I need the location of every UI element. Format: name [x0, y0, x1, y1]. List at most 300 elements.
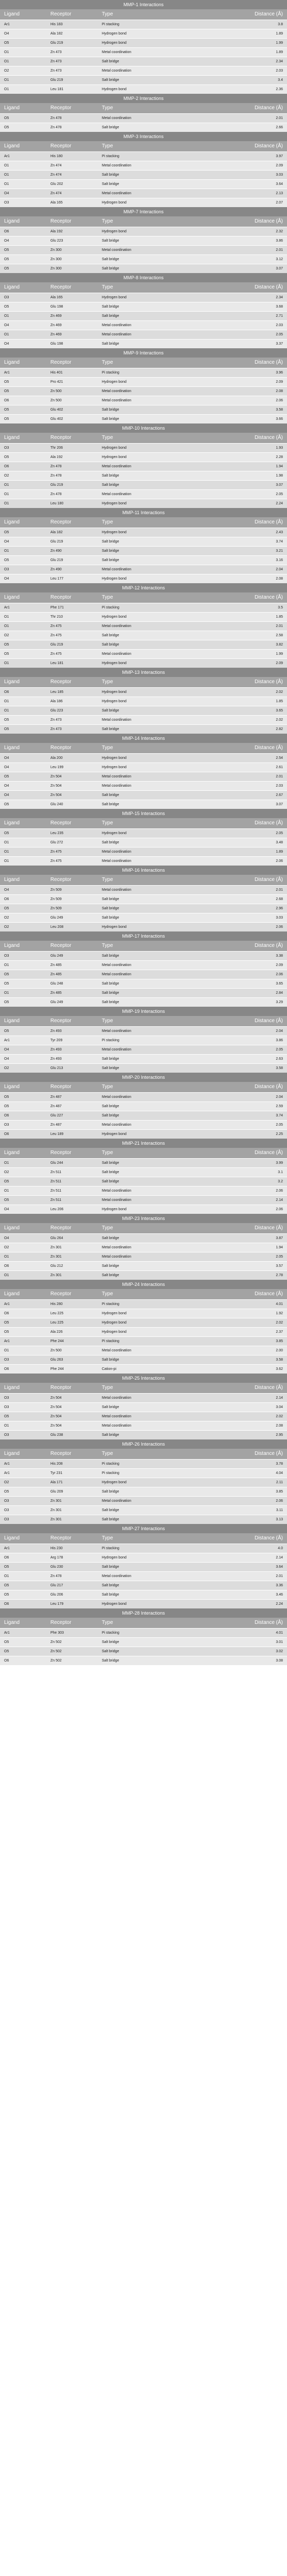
table-cell: 2.02	[276, 718, 283, 722]
table-cell: Ala 186	[50, 700, 63, 703]
table-row	[0, 922, 287, 931]
table-header-row	[0, 1016, 287, 1026]
column-header: Receptor	[50, 745, 71, 751]
table-cell: Hydrogen bond	[102, 577, 127, 581]
table-body	[0, 368, 287, 423]
table-row	[0, 574, 287, 583]
table-cell: 3.74	[276, 540, 283, 544]
table-cell: Glu 249	[50, 954, 63, 958]
table-cell: Leu 208	[50, 925, 64, 929]
table-cell: Tyr 209	[50, 1039, 63, 1042]
table-cell: 1.85	[276, 700, 283, 703]
table-cell: Metal coordination	[102, 784, 132, 788]
table-cell: O4	[4, 540, 9, 544]
table-cell: O6	[4, 1367, 9, 1371]
table-cell: Glu 198	[50, 305, 63, 309]
column-header: Distance (Å)	[254, 1291, 283, 1297]
table-cell: O5	[4, 973, 9, 976]
table-cell: Salt bridge	[102, 126, 119, 129]
table-cell: Salt bridge	[102, 709, 119, 713]
column-header: Receptor	[50, 1018, 71, 1024]
table-cell: Zn 301	[50, 1509, 62, 1512]
column-header: Distance (Å)	[254, 745, 283, 751]
table-cell: Zn 485	[50, 973, 62, 976]
table-row	[0, 612, 287, 621]
table-cell: O4	[4, 1048, 9, 1052]
table-cell: Hydrogen bond	[102, 296, 127, 299]
table-header-row	[0, 1533, 287, 1544]
table-cell: O1	[4, 1189, 9, 1193]
table-cell: Zn 478	[50, 116, 62, 120]
table-cell: O1	[4, 615, 9, 619]
column-header: Type	[102, 218, 113, 224]
table-row	[0, 151, 287, 161]
table-row	[0, 47, 287, 57]
table-cell: O3	[4, 1509, 9, 1512]
table-cell: 1.85	[276, 615, 283, 619]
table-cell: Zn 493	[50, 1048, 62, 1052]
table-cell: Hydrogen bond	[102, 615, 127, 619]
table-cell: O6	[4, 1556, 9, 1560]
column-header: Receptor	[50, 1291, 71, 1297]
table-cell: Zn 301	[50, 1518, 62, 1521]
table-cell: Zn 301	[50, 1255, 62, 1259]
table-cell: Zn 490	[50, 568, 62, 571]
column-header: Distance (Å)	[254, 1018, 283, 1024]
table-row	[0, 386, 287, 396]
table-cell: O1	[4, 78, 9, 82]
column-header: Ligand	[4, 1620, 20, 1625]
table-cell: Phe 244	[50, 1367, 64, 1371]
table-body	[0, 227, 287, 273]
column-header: Ligand	[4, 360, 20, 365]
table-cell: Pi stacking	[102, 155, 119, 158]
table-cell: Zn 300	[50, 258, 62, 261]
table-cell: Salt bridge	[102, 1114, 119, 1117]
table-cell: Phe 244	[50, 1340, 64, 1343]
table-row	[0, 1036, 287, 1045]
table-cell: O1	[4, 859, 9, 863]
table-row	[0, 75, 287, 84]
table-cell: Zn 473	[50, 727, 62, 731]
table-cell: Glu 219	[50, 643, 63, 647]
table-cell: O5	[4, 258, 9, 261]
table-cell: Hydrogen bond	[102, 502, 127, 505]
interaction-table	[0, 508, 287, 583]
table-cell: 2.08	[276, 1424, 283, 1428]
table-cell: Salt bridge	[102, 474, 119, 478]
table-cell: Metal coordination	[102, 1396, 132, 1400]
table-cell: 2.96	[276, 907, 283, 910]
table-cell: 3.64	[276, 182, 283, 186]
table-row	[0, 565, 287, 574]
table-cell: Pi stacking	[102, 23, 119, 26]
table-cell: O6	[4, 1114, 9, 1117]
table-cell: Metal coordination	[102, 1415, 132, 1418]
table-row	[0, 499, 287, 508]
table-body	[0, 20, 287, 94]
column-header: Distance (Å)	[254, 519, 283, 525]
table-cell: 3.07	[276, 267, 283, 270]
table-row	[0, 1101, 287, 1111]
table-cell: O1	[4, 493, 9, 496]
table-cell: 2.84	[276, 991, 283, 995]
column-header: Type	[102, 105, 113, 111]
table-cell: O5	[4, 718, 9, 722]
table-cell: Zn 478	[50, 1574, 62, 1578]
column-header: Distance (Å)	[254, 1150, 283, 1156]
table-cell: 3.5	[278, 606, 283, 609]
table-cell: O1	[4, 502, 9, 505]
table-cell: O5	[4, 907, 9, 910]
table-cell: O5	[4, 531, 9, 534]
table-cell: O5	[4, 643, 9, 647]
table-cell: 3.97	[276, 155, 283, 158]
table-body	[0, 1233, 287, 1280]
column-header: Receptor	[50, 519, 71, 525]
table-body	[0, 293, 287, 348]
table-cell: Zn 500	[50, 389, 62, 393]
column-header: Type	[102, 1225, 113, 1231]
table-cell: Salt bridge	[102, 1057, 119, 1061]
table-row	[0, 1186, 287, 1195]
table-row	[0, 847, 287, 856]
table-cell: Zn 504	[50, 793, 62, 797]
table-header-row	[0, 282, 287, 293]
table-cell: Salt bridge	[102, 549, 119, 553]
table-cell: Glu 223	[50, 239, 63, 243]
table-cell: O4	[4, 239, 9, 243]
table-cell: 2.02	[276, 1321, 283, 1325]
table-cell: Ar1	[4, 1547, 10, 1550]
table-cell: O4	[4, 342, 9, 346]
column-header: Distance (Å)	[254, 1535, 283, 1541]
interaction-table	[0, 1139, 287, 1214]
table-cell: Pro 421	[50, 380, 63, 384]
table-cell: Salt bridge	[102, 1358, 119, 1362]
table-cell: O5	[4, 417, 9, 421]
table-cell: O4	[4, 324, 9, 327]
table-body	[0, 1299, 287, 1374]
table-header-row	[0, 818, 287, 828]
table-cell: 2.04	[276, 568, 283, 571]
table-cell: Zn 478	[50, 126, 62, 129]
table-cell: Metal coordination	[102, 1349, 132, 1352]
table-cell: 2.04	[276, 1095, 283, 1099]
table-cell: His 280	[50, 1302, 63, 1306]
table-cell: O5	[4, 832, 9, 835]
table-cell: 2.61	[276, 766, 283, 769]
table-cell: Metal coordination	[102, 324, 132, 327]
table-cell: Zn 475	[50, 652, 62, 656]
table-cell: 2.05	[276, 1123, 283, 1127]
table-cell: Zn 474	[50, 173, 62, 177]
table-cell: 1.93	[276, 446, 283, 450]
table-cell: Zn 300	[50, 248, 62, 252]
table-row	[0, 706, 287, 715]
table-cell: Glu 206	[50, 1593, 63, 1597]
table-cell: O1	[4, 314, 9, 318]
table-cell: Glu 230	[50, 1565, 63, 1569]
table-row	[0, 1336, 287, 1346]
table-cell: Thr 210	[50, 615, 63, 619]
table-cell: Ar1	[4, 23, 10, 26]
table-cell: 2.05	[276, 333, 283, 336]
table-title: MMP-17 Interactions	[0, 931, 287, 941]
table-cell: O4	[4, 192, 9, 195]
table-cell: O4	[4, 766, 9, 769]
table-title: MMP-26 Interactions	[0, 1439, 287, 1449]
table-cell: 3.87	[276, 1236, 283, 1240]
table-cell: Pi stacking	[102, 1340, 119, 1343]
table-cell: Zn 487	[50, 1105, 62, 1108]
column-header: Ligand	[4, 1451, 20, 1456]
table-header-row	[0, 103, 287, 113]
table-cell: 2.09	[276, 380, 283, 384]
table-cell: Hydrogen bond	[102, 700, 127, 703]
table-cell: Hydrogen bond	[102, 756, 127, 760]
table-cell: 3.16	[276, 558, 283, 562]
column-header: Type	[102, 877, 113, 883]
table-cell: O1	[4, 164, 9, 167]
table-cell: Metal coordination	[102, 1246, 132, 1249]
table-cell: 3.37	[276, 342, 283, 346]
table-cell: O2	[4, 916, 9, 920]
table-cell: Ala 182	[50, 531, 63, 534]
table-cell: Salt bridge	[102, 954, 119, 958]
table-cell: O3	[4, 1499, 9, 1503]
table-row	[0, 293, 287, 302]
table-cell: Zn 473	[50, 718, 62, 722]
table-cell: Zn 474	[50, 164, 62, 167]
table-cell: Glu 249	[50, 1001, 63, 1004]
table-cell: O5	[4, 982, 9, 986]
table-cell: Pi stacking	[102, 1039, 119, 1042]
table-cell: 2.24	[276, 502, 283, 505]
table-row	[0, 1571, 287, 1581]
table-cell: 2.06	[276, 399, 283, 402]
table-cell: Zn 504	[50, 784, 62, 788]
table-cell: Zn 511	[50, 1171, 62, 1174]
table-cell: O5	[4, 803, 9, 806]
column-header: Type	[102, 1385, 113, 1391]
table-cell: O1	[4, 850, 9, 854]
table-cell: 2.01	[276, 1574, 283, 1578]
table-cell: Salt bridge	[102, 897, 119, 901]
table-row	[0, 1063, 287, 1073]
table-cell: O5	[4, 267, 9, 270]
table-cell: Salt bridge	[102, 1650, 119, 1653]
table-cell: 3.07	[276, 483, 283, 487]
column-header: Type	[102, 1150, 113, 1156]
table-cell: O5	[4, 408, 9, 412]
table-title: MMP-21 Interactions	[0, 1139, 287, 1148]
table-cell: Salt bridge	[102, 417, 119, 421]
interaction-table	[0, 583, 287, 668]
table-row	[0, 1364, 287, 1374]
table-cell: Metal coordination	[102, 1255, 132, 1259]
table-cell: Glu 219	[50, 41, 63, 45]
table-cell: O6	[4, 690, 9, 694]
table-cell: O5	[4, 1095, 9, 1099]
table-row	[0, 1468, 287, 1478]
table-cell: Ala 165	[50, 201, 63, 205]
table-row	[0, 960, 287, 970]
table-cell: Salt bridge	[102, 267, 119, 270]
table-cell: O3	[4, 1518, 9, 1521]
table-cell: Salt bridge	[102, 1584, 119, 1587]
table-cell: O5	[4, 455, 9, 459]
table-cell: O5	[4, 558, 9, 562]
table-cell: Ala 182	[50, 32, 63, 36]
column-header: Ligand	[4, 105, 20, 111]
table-cell: O1	[4, 1255, 9, 1259]
table-row	[0, 1233, 287, 1243]
column-header: Type	[102, 11, 113, 17]
table-cell: Glu 198	[50, 342, 63, 346]
table-cell: Ar1	[4, 1039, 10, 1042]
table-cell: 2.05	[276, 1048, 283, 1052]
column-header: Type	[102, 1535, 113, 1541]
table-cell: 3.58	[276, 1358, 283, 1362]
table-cell: 2.14	[276, 1396, 283, 1400]
table-row	[0, 856, 287, 866]
table-cell: O2	[4, 1481, 9, 1484]
table-row	[0, 1195, 287, 1205]
table-body	[0, 1544, 287, 1608]
table-title: MMP-3 Interactions	[0, 132, 287, 141]
table-cell: 3.57	[276, 1264, 283, 1268]
column-header: Type	[102, 1620, 113, 1625]
table-row	[0, 452, 287, 462]
table-cell: 3.62	[276, 1367, 283, 1371]
table-cell: O6	[4, 1659, 9, 1663]
table-cell: Zn 485	[50, 963, 62, 967]
table-cell: Salt bridge	[102, 258, 119, 261]
table-cell: Glu 202	[50, 182, 63, 186]
table-cell: O1	[4, 483, 9, 487]
table-cell: O6	[4, 1132, 9, 1136]
table-row	[0, 227, 287, 236]
table-row	[0, 368, 287, 377]
interaction-table	[0, 866, 287, 931]
table-cell: Salt bridge	[102, 342, 119, 346]
table-cell: Zn 469	[50, 324, 62, 327]
table-row	[0, 894, 287, 904]
table-cell: O3	[4, 568, 9, 571]
table-cell: Salt bridge	[102, 78, 119, 82]
table-cell: 3.03	[276, 916, 283, 920]
table-cell: His 180	[50, 155, 63, 158]
table-cell: O6	[4, 230, 9, 233]
table-row	[0, 1637, 287, 1647]
table-cell: O5	[4, 1330, 9, 1334]
table-cell: O1	[4, 1161, 9, 1165]
column-header: Receptor	[50, 360, 71, 365]
table-cell: O3	[4, 296, 9, 299]
column-header: Type	[102, 143, 113, 149]
table-row	[0, 1505, 287, 1515]
table-row	[0, 57, 287, 66]
table-cell: 2.68	[276, 897, 283, 901]
table-cell: O4	[4, 1057, 9, 1061]
table-cell: 3.07	[276, 803, 283, 806]
table-cell: O5	[4, 1198, 9, 1202]
column-header: Receptor	[50, 1225, 71, 1231]
table-cell: 1.94	[276, 1246, 283, 1249]
column-header: Distance (Å)	[254, 435, 283, 440]
table-cell: Leu 181	[50, 662, 64, 665]
table-cell: 4.04	[276, 1471, 283, 1475]
table-cell: Hydrogen bond	[102, 1132, 127, 1136]
table-cell: Zn 475	[50, 634, 62, 637]
table-cell: His 183	[50, 23, 63, 26]
table-row	[0, 1243, 287, 1252]
table-row	[0, 1515, 287, 1524]
table-cell: Hydrogen bond	[102, 1312, 127, 1315]
table-cell: O1	[4, 1574, 9, 1578]
table-cell: Salt bridge	[102, 540, 119, 544]
table-row	[0, 1355, 287, 1364]
column-header: Type	[102, 1018, 113, 1024]
table-cell: O2	[4, 1066, 9, 1070]
table-cell: O4	[4, 888, 9, 892]
table-cell: O6	[4, 1264, 9, 1268]
column-header: Receptor	[50, 143, 71, 149]
table-row	[0, 1177, 287, 1186]
table-row	[0, 1205, 287, 1214]
table-cell: Pi stacking	[102, 606, 119, 609]
table-cell: Metal coordination	[102, 1574, 132, 1578]
table-cell: Metal coordination	[102, 399, 132, 402]
table-body	[0, 753, 287, 809]
table-row	[0, 753, 287, 762]
table-cell: O1	[4, 173, 9, 177]
table-cell: Glu 240	[50, 803, 63, 806]
table-cell: Metal coordination	[102, 718, 132, 722]
table-cell: Zn 478	[50, 474, 62, 478]
table-cell: 3.85	[276, 1490, 283, 1494]
table-row	[0, 414, 287, 423]
table-row	[0, 1553, 287, 1562]
column-header: Distance (Å)	[254, 284, 283, 290]
table-cell: 1.89	[276, 32, 283, 36]
table-body	[0, 951, 287, 1007]
column-header: Ligand	[4, 1385, 20, 1391]
table-cell: Metal coordination	[102, 624, 132, 628]
table-cell: Glu 249	[50, 916, 63, 920]
table-cell: 3.04	[276, 1405, 283, 1409]
table-cell: O5	[4, 126, 9, 129]
table-cell: O6	[4, 399, 9, 402]
table-cell: Metal coordination	[102, 1048, 132, 1052]
table-cell: O3	[4, 1405, 9, 1409]
table-row	[0, 1270, 287, 1280]
table-cell: Hydrogen bond	[102, 1556, 127, 1560]
table-cell: Pi stacking	[102, 1547, 119, 1550]
table-row	[0, 1562, 287, 1571]
table-cell: O6	[4, 1602, 9, 1606]
table-row	[0, 603, 287, 612]
table-cell: His 230	[50, 1547, 63, 1550]
table-row	[0, 528, 287, 537]
table-header-row	[0, 743, 287, 753]
table-header-row	[0, 592, 287, 603]
table-cell: 3.48	[276, 841, 283, 844]
table-row	[0, 997, 287, 1007]
column-header: Distance (Å)	[254, 877, 283, 883]
table-cell: Zn 490	[50, 549, 62, 553]
